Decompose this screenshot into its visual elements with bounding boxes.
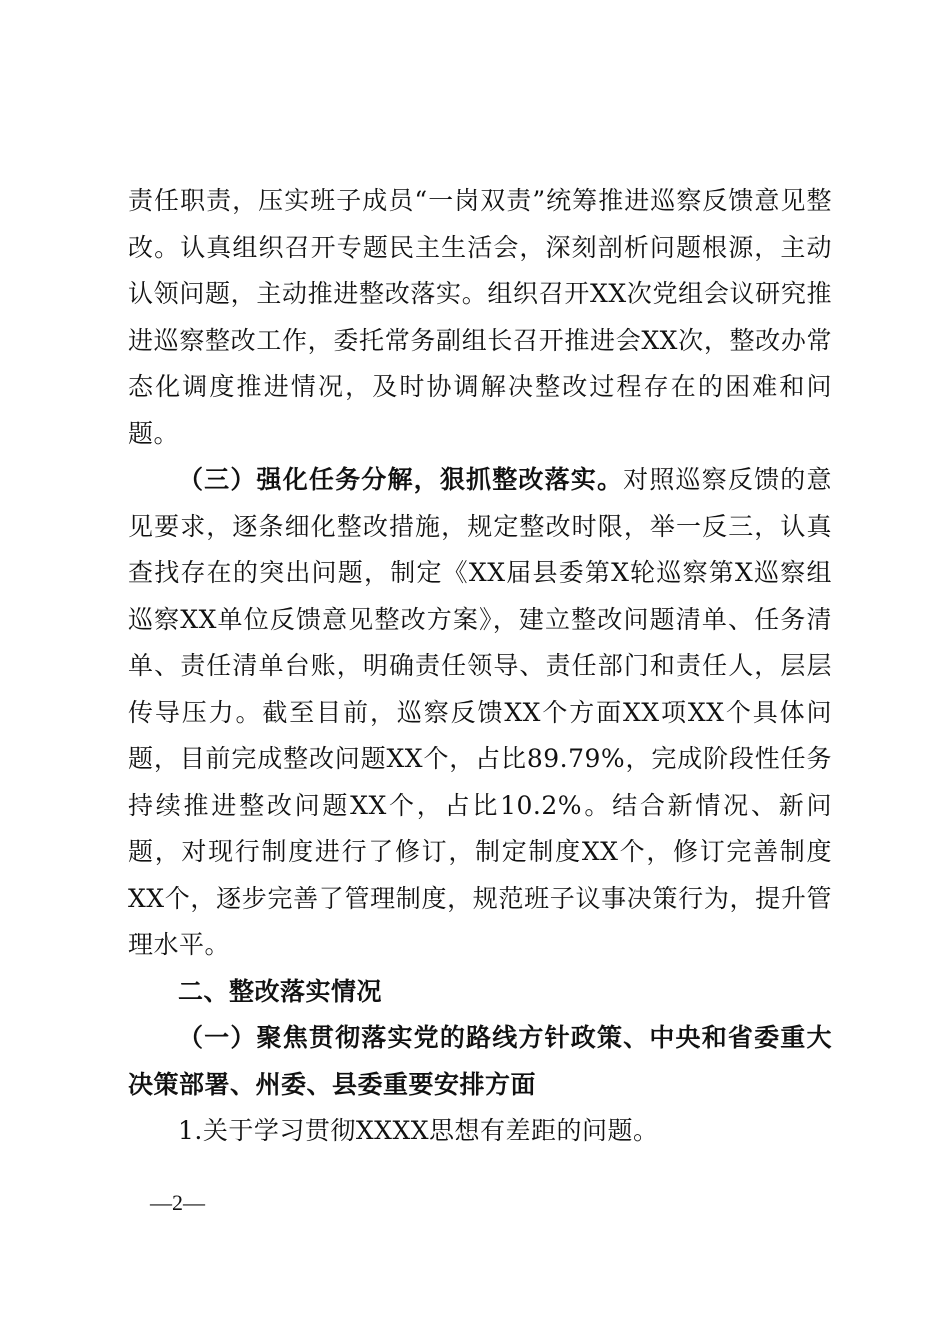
paragraph-continued: 责任职责，压实班子成员“一岗双责”统筹推进巡察反馈意见整改。认真组织召开专题民主生活会，深刻剖析问题根源，主动认领问题，主动推进整改落实。组织召开XX次党组会议研究推进巡察整改工作，委托常务副组长召开推进会XX次，整改办常态化调度推进情况，及时协调解决整改过程存在的困难和问题。: [128, 186, 832, 448]
page-number: —2—: [150, 1190, 205, 1215]
section-heading: 二、整改落实情况: [178, 976, 383, 1006]
paragraph-task-breakdown: [128, 457, 832, 969]
numbered-item: 1.关于学习贯彻XXXX思想有差距的问题。: [178, 1116, 659, 1145]
paragraph-body-text: 对照巡察反馈的意见要求，逐条细化整改措施，规定整改时限，举一反三，认真查找存在的突出问题，制定《XX届县委第X轮巡察第X巡察组巡察XX单位反馈意见整改方案》，建立整改问题清单、任务清单、责任清单台账，明确责任领导、责任部门和责任人，层层传导压力。截至目前，巡察反馈XX个方面XX项XX个具体问题，目前完成整改问题XX个，占比89.79%，完成阶段性任务持续推进整改问题XX个，占比10.2%。结合新情况、新问题，对现行制度进行了修订，制定制度XX个，修订完善制度XX个，逐步完善了管理制度，规范班子议事决策行为，提升管理水平。: [128, 465, 832, 959]
paragraph-lead-heading: （三）强化任务分解，狠抓整改落实。: [178, 465, 624, 494]
document-body: [128, 178, 832, 1155]
subsection-heading: （一）聚焦贯彻落实党的路线方针政策、中央和省委重大决策部署、州委、县委重要安排方面: [128, 1023, 832, 1099]
